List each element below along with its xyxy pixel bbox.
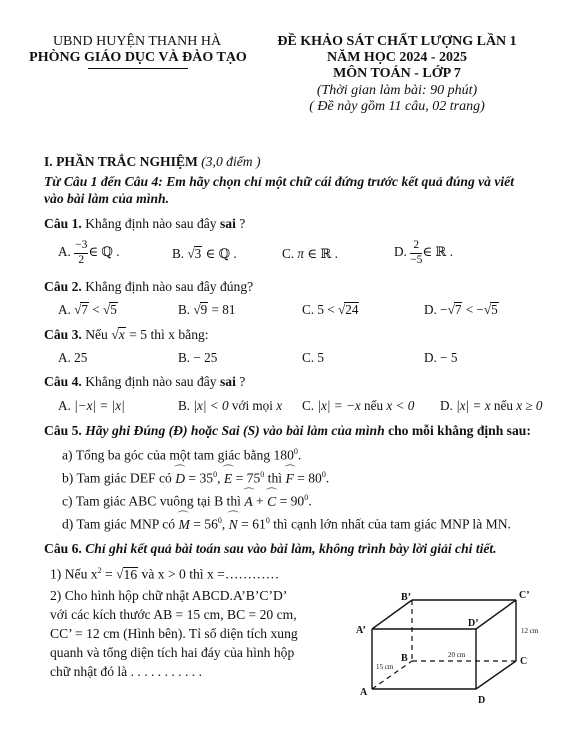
q1-option-d: D. $\frac{2}{-5}$ ∈ ℝ . — [394, 239, 453, 266]
edge-a1b1 — [372, 600, 412, 629]
label-a: A — [360, 687, 368, 698]
q3-option-c: C. 5 — [302, 350, 324, 365]
header-office: PHÒNG GIÁO DỤC VÀ ĐÀO TẠO — [29, 50, 247, 65]
instruction-line-1: Từ Câu 1 đến Câu 4: Em hãy chọn chỉ một chữ cái đứng trước kết quả đúng và viết — [44, 174, 514, 189]
exam-title: ĐỀ KHẢO SÁT CHẤT LƯỢNG LẦN 1 — [277, 34, 517, 49]
q2-option-b: B. √9 = 81 — [178, 302, 236, 317]
q5-item-b: b) Tam giác DEF có ⌒ $D = 35^0$, ⌒ $E = 75^0$ thì ⌒ $F = 80^0$. — [62, 470, 329, 487]
box-figure — [350, 585, 550, 710]
q6-part-2-line-4: quanh và tổng diện tích hai đáy của hình hộp — [50, 645, 295, 660]
q6-part-2-line-3: CC’ = 12 cm (Hình bên). Tỉ số diện tích xung — [50, 626, 298, 641]
q6-part-2-line-1: 2) Cho hình hộp chữ nhật ABCD.A’B’C’D’ — [50, 588, 288, 603]
header-department: UBND HUYỆN THANH HÀ — [52, 34, 222, 49]
q4-stem: Câu 4. Khẳng định nào sau đây sai ? — [44, 374, 246, 389]
header-underline — [88, 68, 188, 69]
q4-option-a: A. |−x| = |x| — [58, 398, 125, 413]
length-bc: 20 cm — [448, 651, 466, 659]
q3-option-d: D. − 5 — [424, 350, 458, 365]
q2-option-d: D. −√7 < −√5 — [424, 302, 498, 317]
q3-stem: Câu 3. Nếu √x = 5 thì x bằng: — [44, 327, 209, 342]
edge-c1d1 — [476, 600, 516, 629]
q6-part-2-line-5: chữ nhật đó là . . . . . . . . . . . — [50, 664, 202, 679]
q6-stem: Câu 6. Chỉ ghi kết quả bài toán sau vào bài làm, không trình bày lời giải chi tiết. — [44, 541, 497, 556]
q1-option-a: A. $\frac{-3}{2}$ ∈ ℚ . — [58, 239, 120, 266]
q1-option-c: C. π ∈ ℝ . — [282, 246, 338, 261]
label-b: B — [401, 653, 408, 664]
q5-stem: Câu 5. Hãy ghi Đúng (Đ) hoặc Sai (S) vào bài làm của mình cho mỗi khẳng định sau: — [44, 423, 531, 438]
instruction-line-2: vào bài làm của mình. — [44, 191, 169, 206]
q5-item-a: a) Tổng ba góc của một tam giác bằng $180^0$. — [62, 447, 302, 463]
q4-option-b: B. |x| < 0 với mọi x — [178, 398, 283, 413]
length-cc1: 12 cm — [521, 627, 539, 635]
q3-option-b: B. − 25 — [178, 350, 218, 365]
q6-part-2-line-2: với các kích thước AB = 15 cm, BC = 20 cm, — [50, 607, 297, 622]
q4-option-c: C. |x| = −x nếu x < 0 — [302, 398, 415, 413]
label-d: D — [478, 695, 486, 706]
label-c: C — [520, 656, 528, 667]
label-b1: B’ — [401, 592, 411, 603]
subject: MÔN TOÁN - LỚP 7 — [333, 66, 461, 81]
page-count: ( Đề này gồm 11 câu, 02 trang) — [309, 99, 485, 114]
q3-option-a: A. 25 — [58, 350, 88, 365]
q2-option-a: A. √7 < √5 — [58, 302, 117, 317]
exam-duration: (Thời gian làm bài: 90 phút) — [316, 83, 478, 98]
label-c1: C’ — [519, 590, 530, 601]
q6-part-1: 1) Nếu $x^2 = √16$ và x > 0 thì x =………… — [50, 566, 280, 582]
length-ab: 15 cm — [376, 663, 394, 671]
label-a1: A’ — [356, 625, 366, 636]
q1-option-b: B. √3 ∈ ℚ . — [172, 246, 237, 261]
q5-item-c: c) Tam giác ABC vuông tại B thì ⌒ A + ⌒ $C = 90^0$. — [62, 493, 312, 510]
school-year: NĂM HỌC 2024 - 2025 — [327, 50, 467, 65]
q2-stem: Câu 2. Khẳng định nào sau đây đúng? — [44, 279, 254, 294]
section-title: I. PHẦN TRẮC NGHIỆM (3,0 điểm ) — [44, 154, 261, 169]
edge-dc — [476, 661, 516, 689]
q1-stem: Câu 1. Khẳng định nào sau đây sai ? — [44, 216, 246, 231]
q2-option-c: C. 5 < √24 — [302, 302, 359, 317]
q4-option-d: D. |x| = x nếu x ≥ 0 — [440, 398, 543, 413]
q5-item-d: d) Tam giác MNP có ⌒ $M = 56^0$, ⌒ $N = 61^0$ thì cạnh lớn nhất của tam giác MNP là MN. — [62, 516, 511, 533]
label-d1: D’ — [468, 618, 479, 629]
